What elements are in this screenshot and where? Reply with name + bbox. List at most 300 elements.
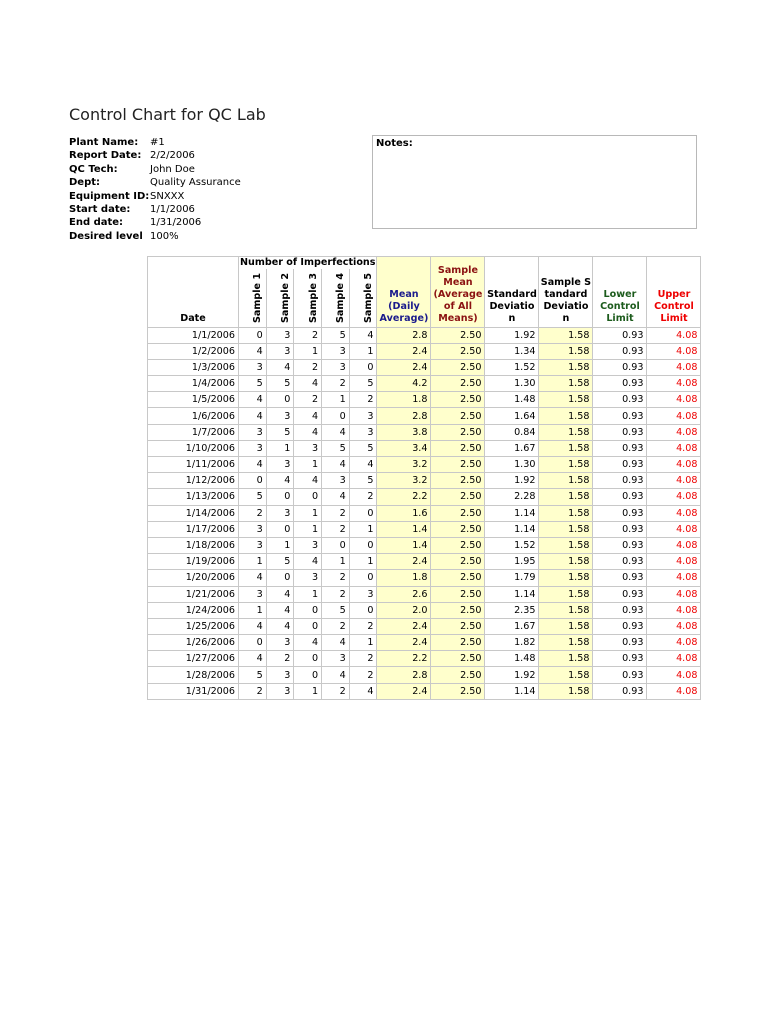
table-row — [148, 359, 701, 375]
cell-mean: 2.4 — [377, 359, 431, 375]
cell-mean: 3.2 — [377, 457, 431, 473]
info-value: 1/1/2006 — [150, 203, 195, 215]
header-row-top — [148, 257, 701, 270]
cell-sample-5: 0 — [349, 537, 377, 553]
table-row — [148, 635, 701, 651]
cell-mean: 2.8 — [377, 327, 431, 343]
cell-sample-mean: 2.50 — [431, 343, 485, 359]
cell-upper-control-limit: 4.08 — [647, 489, 701, 505]
cell-lower-control-limit: 0.93 — [593, 424, 647, 440]
cell-sample-5: 5 — [349, 376, 377, 392]
cell-upper-control-limit: 4.08 — [647, 667, 701, 683]
cell-sample-mean: 2.50 — [431, 651, 485, 667]
cell-date: 1/4/2006 — [148, 376, 239, 392]
cell-sample-2: 0 — [266, 489, 294, 505]
cell-sample-3: 1 — [294, 521, 322, 537]
cell-sample-4: 4 — [322, 667, 350, 683]
cell-upper-control-limit: 4.08 — [647, 440, 701, 456]
cell-standard-deviation: 1.52 — [485, 359, 539, 375]
cell-sample-4: 3 — [322, 651, 350, 667]
cell-sample-standard-deviation: 1.58 — [539, 489, 593, 505]
info-label: Dept: — [69, 177, 101, 189]
table-row — [148, 651, 701, 667]
cell-standard-deviation: 1.14 — [485, 683, 539, 699]
table-row — [148, 457, 701, 473]
header-mean: Mean (Daily Average) — [377, 257, 431, 328]
info-label: Report Date: — [69, 150, 142, 162]
cell-standard-deviation: 0.84 — [485, 424, 539, 440]
cell-sample-standard-deviation: 1.58 — [539, 505, 593, 521]
cell-sample-2: 5 — [266, 424, 294, 440]
cell-sample-4: 1 — [322, 392, 350, 408]
cell-sample-standard-deviation: 1.58 — [539, 570, 593, 586]
cell-sample-standard-deviation: 1.58 — [539, 618, 593, 634]
cell-standard-deviation: 1.30 — [485, 376, 539, 392]
cell-sample-1: 0 — [239, 327, 267, 343]
cell-sample-4: 2 — [322, 683, 350, 699]
cell-sample-5: 1 — [349, 635, 377, 651]
cell-upper-control-limit: 4.08 — [647, 537, 701, 553]
cell-sample-4: 1 — [322, 554, 350, 570]
cell-sample-4: 3 — [322, 359, 350, 375]
table-row — [148, 618, 701, 634]
table-row — [148, 376, 701, 392]
cell-sample-2: 2 — [266, 651, 294, 667]
cell-standard-deviation: 2.28 — [485, 489, 539, 505]
cell-standard-deviation: 1.34 — [485, 343, 539, 359]
cell-sample-3: 4 — [294, 473, 322, 489]
cell-sample-1: 0 — [239, 473, 267, 489]
cell-sample-3: 3 — [294, 537, 322, 553]
cell-sample-2: 3 — [266, 408, 294, 424]
cell-sample-1: 4 — [239, 651, 267, 667]
cell-sample-5: 2 — [349, 489, 377, 505]
cell-sample-5: 0 — [349, 359, 377, 375]
cell-mean: 3.8 — [377, 424, 431, 440]
cell-sample-mean: 2.50 — [431, 570, 485, 586]
cell-sample-4: 4 — [322, 424, 350, 440]
cell-upper-control-limit: 4.08 — [647, 392, 701, 408]
cell-sample-1: 1 — [239, 554, 267, 570]
table-row — [148, 667, 701, 683]
cell-date: 1/19/2006 — [148, 554, 239, 570]
cell-sample-standard-deviation: 1.58 — [539, 635, 593, 651]
cell-sample-4: 2 — [322, 521, 350, 537]
cell-sample-4: 5 — [322, 602, 350, 618]
cell-lower-control-limit: 0.93 — [593, 457, 647, 473]
cell-sample-mean: 2.50 — [431, 521, 485, 537]
cell-standard-deviation: 1.67 — [485, 618, 539, 634]
cell-lower-control-limit: 0.93 — [593, 392, 647, 408]
cell-date: 1/27/2006 — [148, 651, 239, 667]
header-date: Date — [148, 257, 239, 328]
cell-sample-2: 3 — [266, 635, 294, 651]
cell-sample-3: 2 — [294, 359, 322, 375]
cell-standard-deviation: 1.92 — [485, 473, 539, 489]
cell-mean: 2.4 — [377, 554, 431, 570]
cell-sample-mean: 2.50 — [431, 667, 485, 683]
cell-standard-deviation: 1.67 — [485, 440, 539, 456]
cell-sample-2: 3 — [266, 343, 294, 359]
info-label: Desired level — [69, 230, 143, 242]
cell-sample-mean: 2.50 — [431, 683, 485, 699]
header-sample-4 — [322, 269, 350, 327]
cell-date: 1/7/2006 — [148, 424, 239, 440]
cell-lower-control-limit: 0.93 — [593, 489, 647, 505]
table-row — [148, 521, 701, 537]
cell-sample-mean: 2.50 — [431, 424, 485, 440]
notes-box[interactable] — [372, 135, 697, 229]
cell-lower-control-limit: 0.93 — [593, 554, 647, 570]
cell-sample-3: 4 — [294, 376, 322, 392]
cell-sample-mean: 2.50 — [431, 618, 485, 634]
cell-upper-control-limit: 4.08 — [647, 424, 701, 440]
cell-lower-control-limit: 0.93 — [593, 440, 647, 456]
cell-sample-3: 4 — [294, 424, 322, 440]
cell-lower-control-limit: 0.93 — [593, 667, 647, 683]
cell-sample-5: 3 — [349, 586, 377, 602]
info-value: 100% — [150, 230, 179, 242]
cell-sample-2: 1 — [266, 537, 294, 553]
cell-upper-control-limit: 4.08 — [647, 376, 701, 392]
table-row — [148, 602, 701, 618]
cell-mean: 2.2 — [377, 489, 431, 505]
cell-standard-deviation: 1.52 — [485, 537, 539, 553]
table-row — [148, 473, 701, 489]
header-sample-1 — [239, 269, 267, 327]
cell-sample-mean: 2.50 — [431, 537, 485, 553]
cell-date: 1/18/2006 — [148, 537, 239, 553]
cell-sample-mean: 2.50 — [431, 505, 485, 521]
cell-sample-3: 0 — [294, 651, 322, 667]
info-label: Start date: — [69, 203, 131, 215]
cell-date: 1/2/2006 — [148, 343, 239, 359]
cell-sample-5: 1 — [349, 343, 377, 359]
info-label: Plant Name: — [69, 137, 139, 148]
cell-sample-mean: 2.50 — [431, 586, 485, 602]
cell-sample-4: 2 — [322, 618, 350, 634]
header-upper-control-limit: Upper Control Limit — [647, 257, 701, 328]
info-row-equipment-id — [69, 190, 241, 203]
cell-mean: 2.2 — [377, 651, 431, 667]
cell-lower-control-limit: 0.93 — [593, 343, 647, 359]
cell-sample-standard-deviation: 1.58 — [539, 343, 593, 359]
cell-sample-standard-deviation: 1.58 — [539, 392, 593, 408]
cell-sample-5: 2 — [349, 392, 377, 408]
cell-sample-standard-deviation: 1.58 — [539, 537, 593, 553]
cell-sample-3: 3 — [294, 570, 322, 586]
cell-mean: 2.4 — [377, 618, 431, 634]
cell-sample-1: 5 — [239, 667, 267, 683]
info-label: Equipment ID: — [69, 190, 150, 202]
cell-upper-control-limit: 4.08 — [647, 586, 701, 602]
cell-sample-4: 2 — [322, 505, 350, 521]
cell-sample-mean: 2.50 — [431, 635, 485, 651]
cell-date: 1/17/2006 — [148, 521, 239, 537]
page-title: Control Chart for QC Lab — [69, 105, 266, 124]
cell-sample-3: 0 — [294, 667, 322, 683]
table-row — [148, 343, 701, 359]
cell-sample-1: 4 — [239, 343, 267, 359]
cell-standard-deviation: 1.14 — [485, 521, 539, 537]
qc-table-body — [148, 327, 701, 699]
cell-sample-3: 2 — [294, 392, 322, 408]
info-value: 2/2/2006 — [150, 150, 195, 162]
cell-sample-5: 4 — [349, 327, 377, 343]
cell-sample-4: 3 — [322, 473, 350, 489]
cell-sample-4: 5 — [322, 440, 350, 456]
cell-date: 1/12/2006 — [148, 473, 239, 489]
cell-sample-3: 1 — [294, 586, 322, 602]
report-info — [69, 136, 241, 243]
cell-mean: 1.4 — [377, 521, 431, 537]
cell-upper-control-limit: 4.08 — [647, 359, 701, 375]
cell-standard-deviation: 1.92 — [485, 327, 539, 343]
cell-sample-5: 4 — [349, 457, 377, 473]
cell-sample-2: 1 — [266, 440, 294, 456]
cell-sample-4: 4 — [322, 635, 350, 651]
cell-sample-5: 2 — [349, 651, 377, 667]
cell-date: 1/3/2006 — [148, 359, 239, 375]
cell-upper-control-limit: 4.08 — [647, 602, 701, 618]
cell-standard-deviation: 1.48 — [485, 651, 539, 667]
cell-sample-standard-deviation: 1.58 — [539, 327, 593, 343]
cell-lower-control-limit: 0.93 — [593, 505, 647, 521]
table-row — [148, 424, 701, 440]
cell-sample-mean: 2.50 — [431, 489, 485, 505]
table-row — [148, 554, 701, 570]
cell-sample-1: 2 — [239, 505, 267, 521]
cell-sample-standard-deviation: 1.58 — [539, 554, 593, 570]
info-row-desired-level — [69, 230, 241, 243]
cell-sample-mean: 2.50 — [431, 457, 485, 473]
info-value: Quality Assurance — [150, 177, 241, 189]
cell-sample-mean: 2.50 — [431, 602, 485, 618]
cell-sample-4: 0 — [322, 537, 350, 553]
cell-sample-1: 4 — [239, 408, 267, 424]
cell-sample-3: 2 — [294, 327, 322, 343]
cell-lower-control-limit: 0.93 — [593, 359, 647, 375]
cell-sample-3: 1 — [294, 505, 322, 521]
cell-upper-control-limit: 4.08 — [647, 683, 701, 699]
header-sample-4-label: Sample 4 — [335, 272, 347, 323]
cell-sample-standard-deviation: 1.58 — [539, 602, 593, 618]
cell-sample-4: 2 — [322, 376, 350, 392]
info-row-start-date — [69, 203, 241, 216]
cell-date: 1/25/2006 — [148, 618, 239, 634]
cell-lower-control-limit: 0.93 — [593, 618, 647, 634]
cell-sample-2: 4 — [266, 473, 294, 489]
cell-sample-1: 2 — [239, 683, 267, 699]
cell-sample-standard-deviation: 1.58 — [539, 521, 593, 537]
cell-sample-5: 5 — [349, 440, 377, 456]
cell-upper-control-limit: 4.08 — [647, 457, 701, 473]
cell-mean: 3.4 — [377, 440, 431, 456]
cell-date: 1/13/2006 — [148, 489, 239, 505]
cell-sample-3: 1 — [294, 343, 322, 359]
cell-sample-standard-deviation: 1.58 — [539, 473, 593, 489]
info-value: #1 — [150, 137, 165, 148]
cell-sample-mean: 2.50 — [431, 392, 485, 408]
cell-date: 1/14/2006 — [148, 505, 239, 521]
cell-sample-5: 0 — [349, 570, 377, 586]
cell-sample-3: 0 — [294, 489, 322, 505]
header-sample-3-label: Sample 3 — [307, 272, 319, 323]
cell-sample-1: 3 — [239, 424, 267, 440]
cell-sample-mean: 2.50 — [431, 359, 485, 375]
cell-standard-deviation: 1.92 — [485, 667, 539, 683]
table-row — [148, 586, 701, 602]
cell-sample-2: 5 — [266, 376, 294, 392]
cell-sample-5: 1 — [349, 554, 377, 570]
cell-sample-standard-deviation: 1.58 — [539, 651, 593, 667]
cell-lower-control-limit: 0.93 — [593, 586, 647, 602]
cell-sample-2: 4 — [266, 602, 294, 618]
cell-sample-2: 0 — [266, 570, 294, 586]
cell-sample-1: 3 — [239, 440, 267, 456]
cell-standard-deviation: 1.64 — [485, 408, 539, 424]
cell-standard-deviation: 1.95 — [485, 554, 539, 570]
table-row — [148, 440, 701, 456]
cell-upper-control-limit: 4.08 — [647, 635, 701, 651]
cell-sample-standard-deviation: 1.58 — [539, 457, 593, 473]
cell-mean: 2.8 — [377, 667, 431, 683]
cell-standard-deviation: 1.14 — [485, 586, 539, 602]
cell-sample-1: 4 — [239, 570, 267, 586]
cell-lower-control-limit: 0.93 — [593, 521, 647, 537]
cell-date: 1/20/2006 — [148, 570, 239, 586]
header-sample-mean: Sample Mean (Average of All Means) — [431, 257, 485, 328]
header-sample-2 — [266, 269, 294, 327]
cell-sample-5: 2 — [349, 618, 377, 634]
cell-mean: 1.6 — [377, 505, 431, 521]
cell-sample-3: 1 — [294, 457, 322, 473]
cell-sample-2: 3 — [266, 667, 294, 683]
info-row-plant-name — [69, 136, 241, 149]
cell-sample-3: 4 — [294, 408, 322, 424]
cell-sample-mean: 2.50 — [431, 554, 485, 570]
cell-lower-control-limit: 0.93 — [593, 473, 647, 489]
cell-sample-4: 5 — [322, 327, 350, 343]
cell-date: 1/31/2006 — [148, 683, 239, 699]
cell-lower-control-limit: 0.93 — [593, 327, 647, 343]
cell-sample-1: 5 — [239, 489, 267, 505]
cell-upper-control-limit: 4.08 — [647, 473, 701, 489]
cell-sample-1: 3 — [239, 537, 267, 553]
cell-date: 1/21/2006 — [148, 586, 239, 602]
cell-sample-2: 4 — [266, 586, 294, 602]
cell-lower-control-limit: 0.93 — [593, 683, 647, 699]
info-row-qc-tech — [69, 163, 241, 176]
cell-sample-1: 0 — [239, 635, 267, 651]
header-sample-1-label: Sample 1 — [252, 272, 264, 323]
cell-sample-5: 5 — [349, 473, 377, 489]
notes-label: Notes: — [376, 138, 413, 149]
table-row — [148, 408, 701, 424]
cell-standard-deviation: 1.79 — [485, 570, 539, 586]
header-standard-deviation: Standard Deviation — [485, 257, 539, 328]
cell-lower-control-limit: 0.93 — [593, 376, 647, 392]
cell-sample-1: 4 — [239, 618, 267, 634]
header-sample-3 — [294, 269, 322, 327]
header-imperfections-group: Number of Imperfections — [240, 257, 376, 268]
cell-sample-5: 1 — [349, 521, 377, 537]
cell-upper-control-limit: 4.08 — [647, 505, 701, 521]
table-row — [148, 570, 701, 586]
cell-sample-5: 3 — [349, 408, 377, 424]
cell-sample-standard-deviation: 1.58 — [539, 683, 593, 699]
cell-date: 1/5/2006 — [148, 392, 239, 408]
cell-sample-2: 5 — [266, 554, 294, 570]
cell-standard-deviation: 1.48 — [485, 392, 539, 408]
cell-upper-control-limit: 4.08 — [647, 651, 701, 667]
info-value: SNXXX — [150, 190, 185, 202]
cell-sample-4: 3 — [322, 343, 350, 359]
cell-sample-4: 0 — [322, 408, 350, 424]
cell-mean: 2.4 — [377, 635, 431, 651]
cell-upper-control-limit: 4.08 — [647, 327, 701, 343]
table-row — [148, 505, 701, 521]
info-value: 1/31/2006 — [150, 217, 202, 229]
cell-sample-1: 3 — [239, 586, 267, 602]
cell-standard-deviation: 1.14 — [485, 505, 539, 521]
cell-lower-control-limit: 0.93 — [593, 408, 647, 424]
cell-sample-4: 4 — [322, 457, 350, 473]
header-sample-standard-deviation: Sample Standard Deviation — [539, 257, 593, 328]
cell-mean: 3.2 — [377, 473, 431, 489]
cell-sample-5: 0 — [349, 505, 377, 521]
cell-sample-2: 3 — [266, 457, 294, 473]
cell-date: 1/6/2006 — [148, 408, 239, 424]
cell-sample-5: 3 — [349, 424, 377, 440]
info-row-dept — [69, 176, 241, 189]
cell-sample-5: 2 — [349, 667, 377, 683]
cell-sample-2: 0 — [266, 392, 294, 408]
cell-sample-mean: 2.50 — [431, 440, 485, 456]
cell-sample-5: 4 — [349, 683, 377, 699]
cell-upper-control-limit: 4.08 — [647, 618, 701, 634]
cell-sample-mean: 2.50 — [431, 408, 485, 424]
cell-mean: 2.0 — [377, 602, 431, 618]
cell-upper-control-limit: 4.08 — [647, 408, 701, 424]
cell-lower-control-limit: 0.93 — [593, 602, 647, 618]
cell-sample-3: 3 — [294, 440, 322, 456]
table-row — [148, 683, 701, 699]
cell-sample-3: 4 — [294, 635, 322, 651]
cell-sample-standard-deviation: 1.58 — [539, 586, 593, 602]
info-label: End date: — [69, 217, 124, 229]
table-row — [148, 327, 701, 343]
info-label: QC Tech: — [69, 163, 118, 175]
cell-lower-control-limit: 0.93 — [593, 537, 647, 553]
cell-mean: 1.4 — [377, 537, 431, 553]
cell-sample-2: 3 — [266, 327, 294, 343]
cell-sample-standard-deviation: 1.58 — [539, 359, 593, 375]
cell-sample-2: 0 — [266, 521, 294, 537]
info-row-end-date — [69, 216, 241, 229]
cell-date: 1/24/2006 — [148, 602, 239, 618]
cell-standard-deviation: 1.82 — [485, 635, 539, 651]
cell-mean: 2.8 — [377, 408, 431, 424]
cell-mean: 1.8 — [377, 570, 431, 586]
cell-lower-control-limit: 0.93 — [593, 651, 647, 667]
cell-sample-1: 4 — [239, 392, 267, 408]
cell-sample-mean: 2.50 — [431, 327, 485, 343]
cell-upper-control-limit: 4.08 — [647, 521, 701, 537]
cell-sample-2: 4 — [266, 359, 294, 375]
cell-date: 1/26/2006 — [148, 635, 239, 651]
header-sample-5-label: Sample 5 — [363, 272, 375, 323]
